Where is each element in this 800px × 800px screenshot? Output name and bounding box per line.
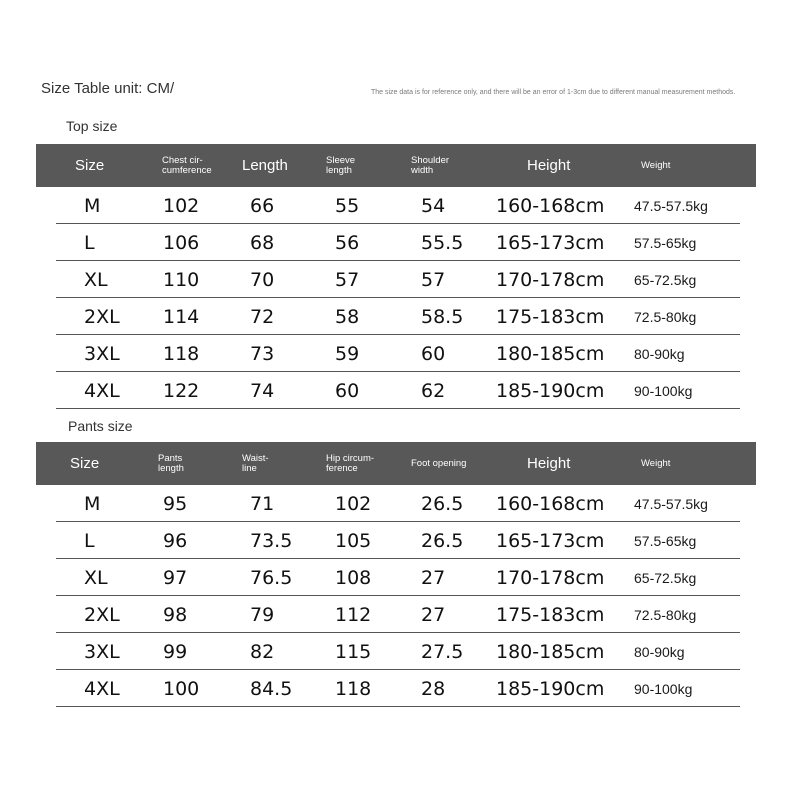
size-cell: L xyxy=(84,529,95,552)
foot-opening-cell: 27 xyxy=(421,603,446,626)
pants-table-header xyxy=(36,442,756,485)
size-cell: XL xyxy=(84,268,108,291)
table-row xyxy=(36,559,756,596)
col-height-header: Height xyxy=(527,454,571,472)
length-cell: 70 xyxy=(250,268,275,291)
size-cell: XL xyxy=(84,566,108,589)
col-sleeve-length-header: Sleeve length xyxy=(326,154,356,176)
foot-opening-cell: 27.5 xyxy=(421,640,464,663)
height-cell: 175-183cm xyxy=(496,305,605,328)
sleeve-cell: 56 xyxy=(335,231,360,254)
length-cell: 74 xyxy=(250,379,275,402)
sleeve-cell: 57 xyxy=(335,268,360,291)
pants-length-cell: 99 xyxy=(163,640,188,663)
hip-cell: 108 xyxy=(335,566,372,589)
size-cell: 4XL xyxy=(84,379,120,402)
chest-cell: 122 xyxy=(163,379,200,402)
top-size-table xyxy=(36,144,756,409)
measurement-disclaimer: The size data is for reference only, and there will be an error of 1-3cm due to different manual measurement methods. xyxy=(371,89,736,96)
height-cell: 180-185cm xyxy=(496,342,605,365)
size-cell: 2XL xyxy=(84,603,120,626)
weight-cell: 47.5-57.5kg xyxy=(634,495,708,512)
weight-cell: 72.5-80kg xyxy=(634,606,697,623)
waistline-cell: 84.5 xyxy=(250,677,293,700)
sleeve-cell: 55 xyxy=(335,194,360,217)
hip-cell: 112 xyxy=(335,603,372,626)
chest-cell: 114 xyxy=(163,305,200,328)
table-row xyxy=(36,633,756,670)
col-weight-header: Weight xyxy=(641,159,671,171)
weight-cell: 47.5-57.5kg xyxy=(634,197,708,214)
height-cell: 170-178cm xyxy=(496,566,605,589)
col-waistline-header: Waist- line xyxy=(242,452,269,474)
foot-opening-cell: 28 xyxy=(421,677,446,700)
table-row xyxy=(36,372,756,409)
waistline-cell: 76.5 xyxy=(250,566,293,589)
col-foot-opening-header: Foot opening xyxy=(411,457,467,469)
top-table-header xyxy=(36,144,756,187)
table-row xyxy=(36,224,756,261)
height-cell: 160-168cm xyxy=(496,194,605,217)
chest-cell: 106 xyxy=(163,231,200,254)
col-length-header: Length xyxy=(242,156,288,174)
foot-opening-cell: 26.5 xyxy=(421,492,464,515)
waistline-cell: 79 xyxy=(250,603,275,626)
col-hip-circumference-header: Hip circum- ference xyxy=(326,452,375,474)
size-cell: 4XL xyxy=(84,677,120,700)
length-cell: 72 xyxy=(250,305,275,328)
shoulder-cell: 54 xyxy=(421,194,446,217)
col-shoulder-width-header: Shoulder width xyxy=(411,154,450,176)
length-cell: 68 xyxy=(250,231,275,254)
size-cell: 3XL xyxy=(84,640,120,663)
height-cell: 175-183cm xyxy=(496,603,605,626)
weight-cell: 72.5-80kg xyxy=(634,308,697,325)
col-size-header: Size xyxy=(70,454,100,472)
table-row xyxy=(36,335,756,372)
weight-cell: 57.5-65kg xyxy=(634,532,697,549)
size-cell: M xyxy=(84,492,101,515)
table-row xyxy=(36,187,756,224)
col-height-header: Height xyxy=(527,156,571,174)
height-cell: 180-185cm xyxy=(496,640,605,663)
shoulder-cell: 58.5 xyxy=(421,305,464,328)
weight-cell: 90-100kg xyxy=(634,680,693,697)
hip-cell: 102 xyxy=(335,492,372,515)
height-cell: 165-173cm xyxy=(496,529,605,552)
weight-cell: 65-72.5kg xyxy=(634,271,697,288)
table-row xyxy=(36,522,756,559)
chest-cell: 102 xyxy=(163,194,200,217)
pants-size-label: Pants size xyxy=(68,418,133,434)
weight-cell: 57.5-65kg xyxy=(634,234,697,251)
height-cell: 160-168cm xyxy=(496,492,605,515)
table-row xyxy=(36,485,756,522)
hip-cell: 118 xyxy=(335,677,372,700)
weight-cell: 90-100kg xyxy=(634,382,693,399)
shoulder-cell: 60 xyxy=(421,342,446,365)
size-cell: M xyxy=(84,194,101,217)
col-chest-circumference-header: Chest cir- cumference xyxy=(162,154,212,176)
shoulder-cell: 55.5 xyxy=(421,231,464,254)
waistline-cell: 82 xyxy=(250,640,275,663)
size-cell: 3XL xyxy=(84,342,120,365)
weight-cell: 65-72.5kg xyxy=(634,569,697,586)
height-cell: 170-178cm xyxy=(496,268,605,291)
row-divider xyxy=(56,408,740,409)
col-pants-length-header: Pants length xyxy=(158,452,184,474)
length-cell: 73 xyxy=(250,342,275,365)
length-cell: 66 xyxy=(250,194,275,217)
sleeve-cell: 59 xyxy=(335,342,360,365)
sleeve-cell: 60 xyxy=(335,379,360,402)
pants-length-cell: 97 xyxy=(163,566,188,589)
col-weight-header: Weight xyxy=(641,457,671,469)
pants-length-cell: 98 xyxy=(163,603,188,626)
weight-cell: 80-90kg xyxy=(634,643,685,660)
hip-cell: 105 xyxy=(335,529,372,552)
table-row xyxy=(36,261,756,298)
chest-cell: 110 xyxy=(163,268,200,291)
size-cell: L xyxy=(84,231,95,254)
pants-size-table xyxy=(36,442,756,707)
height-cell: 165-173cm xyxy=(496,231,605,254)
foot-opening-cell: 26.5 xyxy=(421,529,464,552)
height-cell: 185-190cm xyxy=(496,379,605,402)
table-row xyxy=(36,596,756,633)
height-cell: 185-190cm xyxy=(496,677,605,700)
weight-cell: 80-90kg xyxy=(634,345,685,362)
pants-length-cell: 95 xyxy=(163,492,188,515)
size-table-title: Size Table unit: CM/ xyxy=(41,80,175,97)
size-cell: 2XL xyxy=(84,305,120,328)
pants-length-cell: 100 xyxy=(163,677,200,700)
pants-length-cell: 96 xyxy=(163,529,188,552)
row-divider xyxy=(56,706,740,707)
table-row xyxy=(36,670,756,707)
table-row xyxy=(36,298,756,335)
shoulder-cell: 62 xyxy=(421,379,446,402)
col-size-header: Size xyxy=(75,156,105,174)
chest-cell: 118 xyxy=(163,342,200,365)
sleeve-cell: 58 xyxy=(335,305,360,328)
shoulder-cell: 57 xyxy=(421,268,446,291)
hip-cell: 115 xyxy=(335,640,372,663)
waistline-cell: 71 xyxy=(250,492,275,515)
foot-opening-cell: 27 xyxy=(421,566,446,589)
waistline-cell: 73.5 xyxy=(250,529,293,552)
top-size-label: Top size xyxy=(66,118,118,134)
